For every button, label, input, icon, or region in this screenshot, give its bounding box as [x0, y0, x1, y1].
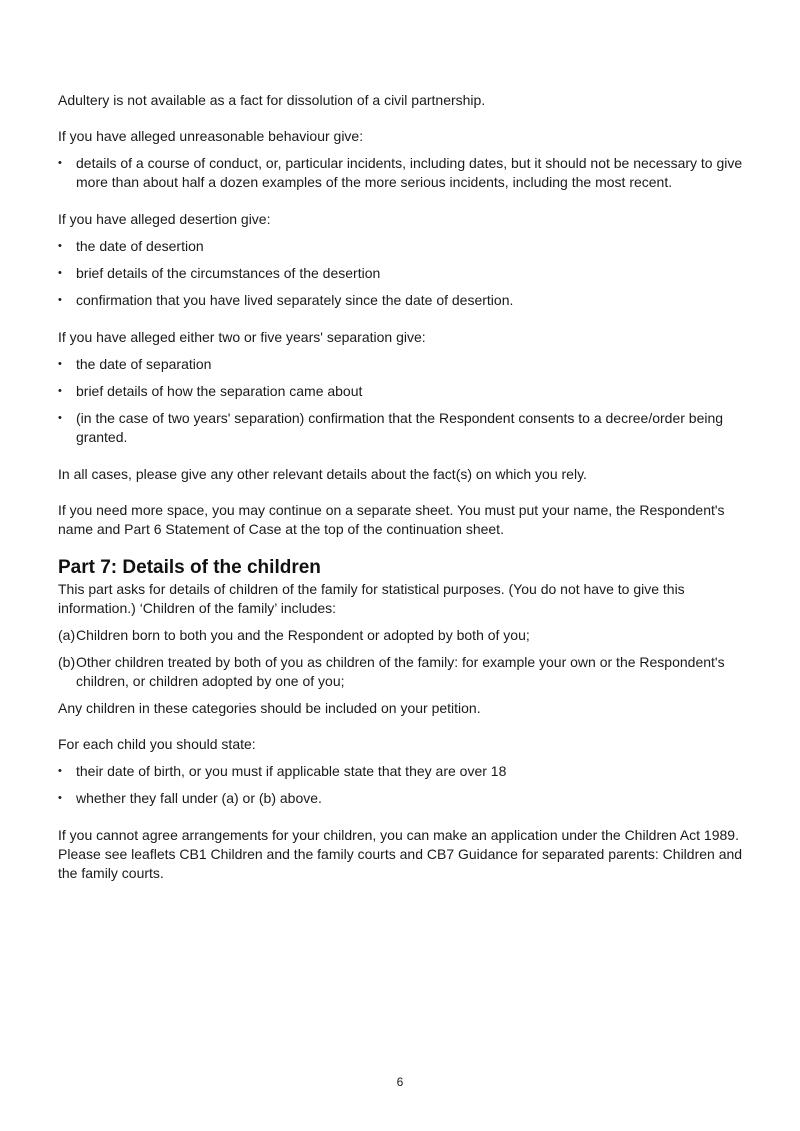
category-item-b	[58, 653, 748, 691]
category-item-a	[58, 626, 748, 645]
list-item: • (in the case of two years' separation) confirmation that the Respondent consents to a decree/order being granted.	[58, 409, 748, 447]
list-item: • whether they fall under (a) or (b) above.	[58, 789, 748, 808]
list-item: • details of a course of conduct, or, particular incidents, including dates, but it should not be necessary to give more than about half a dozen examples of the more serious incidents, including the most recent.	[58, 154, 748, 192]
part7-section	[58, 556, 748, 883]
page-number: 6	[396, 1075, 404, 1089]
state-list	[58, 762, 748, 808]
separation-lead: If you have alleged either two or five years' separation give:	[58, 329, 426, 345]
part7-intro: This part asks for details of children of the family for statistical purposes. (You do not have to give this information.) ‘Children of the family’ includes:	[58, 581, 685, 616]
list-item: • their date of birth, or you must if applicable state that they are over 18	[58, 762, 748, 781]
behaviour-lead: If you have alleged unreasonable behaviour give:	[58, 128, 364, 144]
include-note: Any children in these categories should be included on your petition.	[58, 700, 481, 716]
separation-list	[58, 355, 748, 447]
adultery-note: Adultery is not available as a fact for dissolution of a civil partnership.	[58, 92, 486, 108]
all-cases-note: In all cases, please give any other relevant details about the fact(s) on which you rely.	[58, 466, 587, 482]
list-item: • the date of separation	[58, 355, 748, 374]
part7-heading: Part 7: Details of the children	[58, 557, 321, 578]
desertion-lead: If you have alleged desertion give:	[58, 211, 271, 227]
category-text: Children born to both you and the Respondent or adopted by both of you;	[76, 627, 530, 643]
category-mark: (a)	[58, 627, 76, 643]
category-text: Other children treated by both of you as children of the family: for example your own or the Respondent's children, or children adopted by one of you;	[76, 654, 725, 689]
desertion-list	[58, 237, 748, 310]
list-item: • brief details of how the separation came about	[58, 382, 748, 401]
list-item: • brief details of the circumstances of the desertion	[58, 264, 748, 283]
behaviour-list	[58, 154, 748, 192]
category-mark: (b)	[58, 654, 76, 670]
list-item: • the date of desertion	[58, 237, 748, 256]
arrangements-note: If you cannot agree arrangements for your children, you can make an application under the Children Act 1989. Please see leaflets CB1 Children and the family courts and CB7 Guidance for separated parents: Children and the family courts.	[58, 827, 743, 881]
more-space-note: If you need more space, you may continue on a separate sheet. You must put your name, the Respondent's name and Part 6 Statement of Case at the top of the continuation sheet.	[58, 502, 725, 537]
state-lead: For each child you should state:	[58, 736, 256, 752]
page-content	[58, 91, 748, 900]
list-item: • confirmation that you have lived separately since the date of desertion.	[58, 291, 748, 310]
